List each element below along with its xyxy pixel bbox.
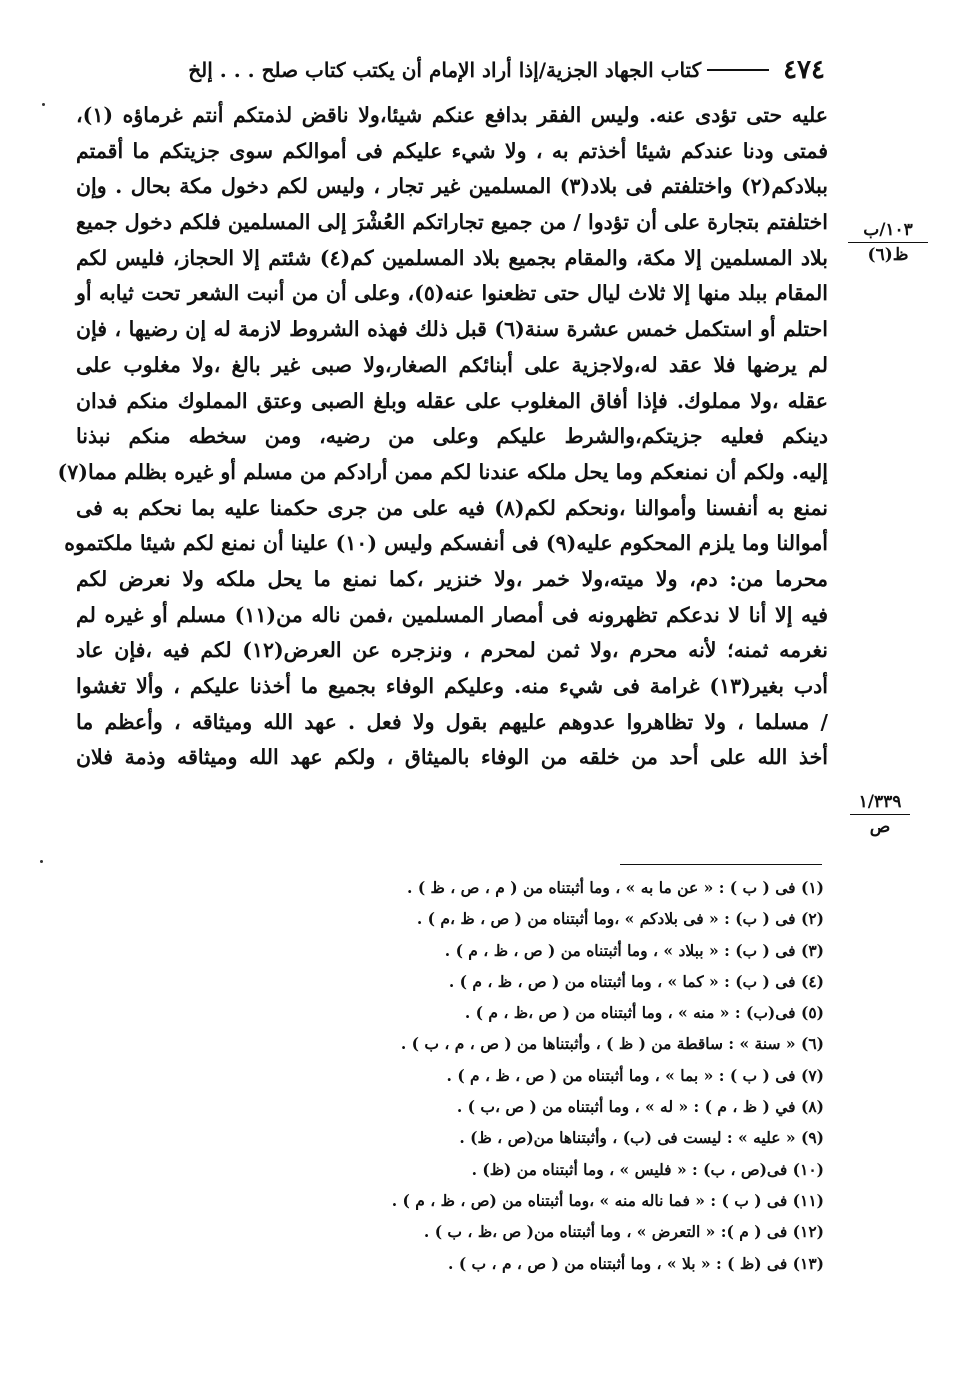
running-title: كتاب الجهاد الجزية/إذا أراد الإمام أن يكتب كتاب صلح . . . إلخ [188, 58, 702, 82]
manuscript-siglum: ص [869, 817, 891, 837]
footnote: (١) فى ( ب ) : « عن ما به » ، وما أثبتناه من ( م ، ص ، ظ ) . [407, 878, 824, 897]
text-line: دينكم فعليه جزيتكم،والشرط عليكم وعلى من رضيه، ومن سخطه منكم نبذنا [76, 424, 828, 449]
text-line: عقله ،ولا مملوك. فإذا أفاق المغلوب على عقله وبلغ الصبى وعتق المملوك منكم فدان [76, 388, 828, 413]
text-line: المقام ببلد منها إلا ثلاث ليال حتى تظعنوا عنه(٥)، وعلى أن من أنبت الشعر تحت ثيابه أو [76, 281, 828, 306]
header-rule [707, 69, 769, 71]
text-line: / مسلما ، ولا تظاهروا عدوهم عليهم بقول ولا فعل . عهد الله وميثاقه ، وأعظم ما [76, 709, 828, 734]
text-line: محرما من: دم، ولا ميته،ولا خمر ،ولا خنزير ،كما نمنع ما يحل ملكه ولا نعرض لكم [76, 566, 828, 591]
footnote: (١١) فى ( ب ) : « فما ناله منه » ،وما أثبتناه من (ص ، ظ ، م ) . [391, 1190, 824, 1210]
footnote: (٥) فى(ب) : « منه » ، وما أثبتناه من ( ص ،ظ ، م ) . [464, 1003, 824, 1023]
footnote: (٢) فى ( ب) : « فى بلادكم » ،وما أثبتناه من ( ص ، ظ ،م ) . [416, 909, 824, 929]
text-line: نغرمه ثمنه؛ لأنه محرم ،ولا ثمن لمحرم ، ونزجره عن العرض(١٢) لكم فيه ،فإن عاد [76, 638, 828, 663]
footnote: (٧) فى ( ب ) : « بما » ، وما أثبتناه من ( ص ، ظ ، م ) . [446, 1065, 824, 1085]
text-line: اختلفتم بتجارة على أن تؤدوا / من جميع تجاراتكم العُشْرَ إلى المسلمين فلكم دخول جميع [76, 210, 828, 235]
text-line: أدب بغير(١٣) غرامة فى شيء منه. وعليكم الوفاء بجميع ما أخذنا عليكم ، وألا تغشوا [76, 674, 828, 698]
footnote: (١٣) فى (ظ ) : « بلا » ، وما أثبتناه من ( ص ، م ، ب ) . [448, 1253, 824, 1273]
text-line: بلاد المسلمين إلا مكة، والمقام بجميع بلاد المسلمين كم(٤) شئتم إلا الحجاز، فليس لكم [76, 245, 828, 270]
footnote: (٤) فى ( ب) : « كما » ، وما أثبتناه من ( ص ، ظ ، م ) . [448, 971, 824, 991]
page-header [80, 50, 825, 90]
text-line: نمنع به أنفسنا وأموالنا ،ونحكم لكم(٨) فيه على من جرى حكمنا عليه بما نحكم به فى [76, 495, 828, 520]
folio-reference: ١٠٣/ب [848, 218, 928, 243]
footnote: (١٢) فى ( م ): « التعرض » ، وما أثبتناه من( ص ،ظ ، ب ) . [423, 1222, 824, 1242]
main-text [57, 98, 829, 776]
text-line: احتلم أو استكمل خمس عشرة سنة(٦) قبل ذلك فهذه الشروط لازمة له إن رضيها ، فإن [76, 317, 828, 342]
text-line: أموالنا وما يلزم المحكوم عليه(٩) فى أنفسكم وليس (١٠) علينا أن نمنع لكم شيئا ملكتموه [64, 531, 828, 556]
text-line: لم يرضها فلا عقد له،ولاجزية على أبنائكم الصغار،ولا صبى غير بالغ ،ولا مغلوب على [76, 352, 828, 377]
folio-reference: ١/٣٣٩ [850, 790, 910, 815]
scan-speck [40, 860, 43, 863]
text-line: فيه إلا أنا لا ندعكم تظهرونه فى أمصار المسلمين ،فمن ناله من(١١) مسلم أو غيره لم [76, 602, 829, 627]
footnote: (٦) « سنة » : ساقطة من ( ظ ) ، وأثبتناها من ( ص ، م ، ب ) . [400, 1034, 824, 1054]
page-number: ٤٧٤ [783, 55, 825, 85]
text-line: إليه. ولكم أن نمنعكم وما يحل ملكه عندنا لكم ممن أرادكم من مسلم أو غيره بظلم مما(٧) [57, 459, 828, 484]
footnote: (٨) في ( ظ ، م ) : « له » ، وما أثبتناه من ( ص ،ب ) . [456, 1097, 824, 1117]
manuscript-siglum: ظ(٦) [867, 245, 909, 265]
text-line: أخذ الله على أحد من خلقه من الوفاء بالميثاق ، ولكم عهد الله وميثاقه وذمة فلان [76, 745, 828, 770]
margin-note-folio [850, 790, 910, 839]
footnote: (١٠) فى(ص ، ب) : « فليس » ، وما أثبتناه من (ظ) . [471, 1159, 824, 1179]
footnote: (٣) فى ( ب) : « ببلاد » ، وما أثبتناه من ( ص ، ظ ، م ) . [444, 940, 824, 960]
footnote-separator [620, 864, 822, 865]
footnotes [330, 872, 824, 1279]
margin-note-folio [848, 218, 928, 267]
text-line: فمتى ودنا عندكم شيئا أخذتم به ، ولا شيء عليكم فى أموالكم سوى جزيتكم ما أقمتم [76, 138, 828, 163]
text-line: ببلادكم(٢) واختلفتم فى بلاد(٣) المسلمين غير تجار ، وليس لكم دخول مكة بحال . وإن [76, 174, 828, 199]
footnote: (٩) « عليه » : ليست فى (ب) ، وأثبتناها من(ص ، ظ) . [459, 1128, 824, 1148]
scan-speck [42, 103, 45, 106]
text-line: عليه حتى تؤدى عنه. وليس الفقر بدافع عنكم شيئا،ولا ناقض لذمتكم أنتم غرماؤه (١)، [76, 103, 828, 127]
